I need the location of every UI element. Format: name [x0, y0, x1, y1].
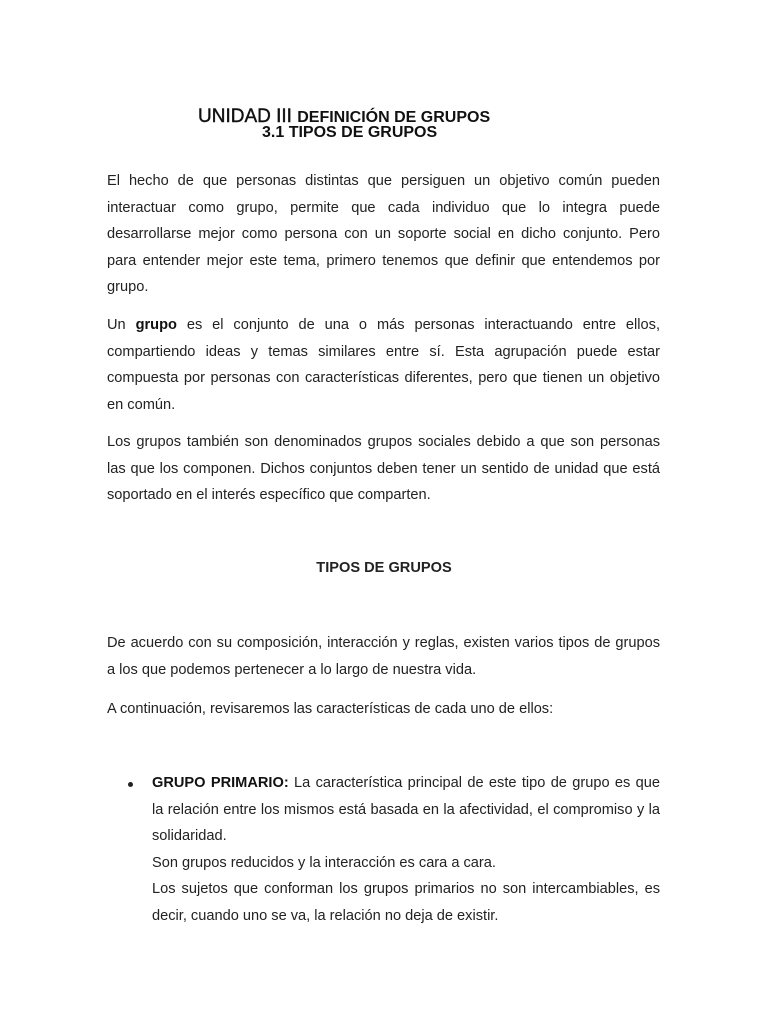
page-subtitle: 3.1 TIPOS DE GRUPOS — [262, 124, 438, 141]
paragraph-composition: De acuerdo con su composición, interacción y reglas, existen varios tipos de grupos a los que podemos pertenecer a lo largo de nuestra vida. — [107, 635, 660, 678]
bullet-primary-description — [152, 770, 660, 850]
paragraph-definition-rest: es el conjunto de una o más personas interactuando entre ellos, compartiendo ideas y temas similares entre sí. Esta agrupación puede estar compuesta por personas con características diferentes, pero que tienen un objetivo en común. — [107, 317, 660, 413]
bullet-primary-label: GRUPO PRIMARIO: — [152, 775, 289, 791]
section-heading: TIPOS DE GRUPOS — [316, 560, 452, 576]
title-unit: UNIDAD III — [198, 106, 298, 127]
paragraph-definition — [107, 312, 660, 418]
group-types-list — [107, 770, 660, 930]
paragraph-intro: El hecho de que personas distintas que persiguen un objetivo común pueden interactuar como grupo, permite que cada individuo que lo integra puede desarrollarse mejor como persona con un soporte social en dicho conjunto. Pero para entender mejor este tema, primero tenemos que definir que entendemos por grupo. — [107, 173, 660, 296]
bullet-primary-text: La característica principal de este tipo de grupo es que la relación entre los mismos está basada en la afectividad, el compromiso y la solidaridad. — [152, 775, 661, 845]
paragraph-definition-lead: Un — [107, 317, 136, 333]
bullet-icon — [128, 782, 133, 787]
bullet-primary-line2: Son grupos reducidos y la interacción es cara a cara. — [152, 854, 496, 871]
title-definition: DEFINICIÓN DE GRUPOS — [297, 109, 491, 126]
paragraph-social-groups: Los grupos también son denominados grupos sociales debido a que son personas las que los componen. Dichos conjuntos deben tener un sentido de unidad que está soportado en el interés específico que comparten. — [107, 434, 660, 504]
paragraph-definition-bold: grupo — [135, 317, 177, 333]
bullet-primary-line3: Los sujetos que conforman los grupos primarios no son intercambiables, es decir, cuando uno se va, la relación no deja de existir. — [152, 881, 660, 924]
paragraph-continuation: A continuación, revisaremos las características de cada uno de ellos: — [107, 701, 554, 717]
list-item — [107, 770, 660, 930]
